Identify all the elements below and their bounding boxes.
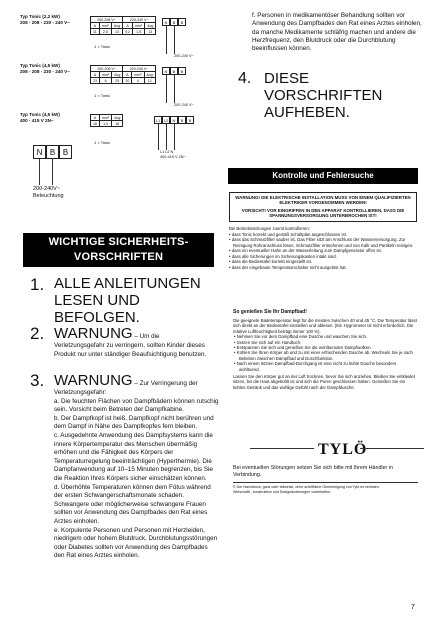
table-cell: Avg <box>112 115 123 121</box>
electrical-warning-box <box>229 192 417 222</box>
table-cell: 20 <box>123 78 132 84</box>
unit-label-line: Typ Tonic (4,5 kW) <box>20 112 60 117</box>
terminal: B <box>186 116 194 124</box>
list-item-text: Nehmen Sie vor dem Dampfbad eine Dusche und waschen Sie sich. <box>236 334 368 340</box>
terminal: B <box>46 145 59 159</box>
list-item-text: dass ein eventueller Hahn an der Wasserleitung zum Dampfgenerator offen ist. <box>231 248 382 253</box>
list-item: • dass die Bedientafel korrekt eingestellt ist. <box>229 259 312 264</box>
voltage-label: L1 L2 N <box>160 150 174 154</box>
list-item-text: dass das Schmutzfilter sauber ist. Das Filter sitzt am Anschluss der Wasserversorgung. Zur Reinigung Rohranschluss lösen, Schmutzfilter entnehmen und von Kalk und Partikeln reinigen. <box>231 237 414 248</box>
steambath-heading: So genießen Sie Ihr Dampfbad! <box>233 309 307 315</box>
unit-label <box>20 14 82 26</box>
table-cell: Avg <box>112 72 123 78</box>
table-cell: 1,5 <box>133 29 145 35</box>
list-item: • dass das Schmutzfilter sauber ist. Das Filter sitzt am Anschluss der Wasserversorgung. Zur Reinigung Rohranschluss lösen, Schmutzfilter entnehmen und von Kalk und Partikeln reinigen. <box>229 237 414 248</box>
unit-diagram-2 <box>20 63 210 108</box>
table-cell: 200-208 V~ <box>91 66 123 72</box>
list-item-text: Setzen Sie sich auf ein Handtuch. <box>236 339 302 345</box>
table-cell: A <box>91 115 100 121</box>
terminal-block <box>162 67 186 75</box>
table-cell: 11 <box>91 29 100 35</box>
lighting-voltage: 200-240V~ <box>33 186 61 192</box>
table-cell: Avg <box>145 23 156 29</box>
terminal-block <box>162 18 186 26</box>
spec-table <box>90 65 156 84</box>
wire <box>174 26 175 54</box>
table-cell: 1,5 <box>100 121 112 127</box>
voltage-label: 400-415 V 2N~ <box>160 155 186 159</box>
terminal: B <box>178 67 186 75</box>
list-item: • Kühlen Sie Ihren Körper ab und zu mit einer erfrischenden Dusche ab. Wechseln Sie je nach Belieben zwischen Dampfbad und Duschfunktion. <box>234 350 413 361</box>
divider <box>233 482 418 483</box>
wire <box>174 75 175 103</box>
sub-item: a. Die feuchten Flächen von Dampfbädern können rutschig sein. Vorsicht beim Betreten der Dampfkabine. <box>54 397 219 414</box>
caution-text: VORSICHT! VOR EINGRIFFEN IN DEN APPARAT KONTROLLIEREN, DASS DIE SPANNUNGSVERSORGUNG UNTERBROCHEN IST! <box>241 207 405 219</box>
warning-heading: WARNUNG <box>54 372 133 389</box>
sub-item: b. Der Dampfkopf ist heiß. Dampfkopf nicht berühren und dem Dampf in Nähe des Dampfkopfes fern bleiben. <box>54 414 214 431</box>
sub-item: c. Ausgedehnte Anwendung des Dampfsystems kann die innere Körpertemperatur des Menschen übermäßig erhöhen und die Fähigkeit des Körpers der Temperaturregelung beeinträchtigen (Hyperthermie). Die Dampfanwendung auf 10–15 Minuten begrenzen, bis Sie die Reaktion Ihres Körpers sicher einschätzen können. <box>54 431 213 482</box>
table-cell: mm² <box>100 72 112 78</box>
unit-label-line: Typ Tonic (4,5 kW) <box>20 63 60 68</box>
list-item: • dass ein eventueller Hahn an der Wasserleitung zum Dampfgenerator offen ist. <box>229 248 382 253</box>
table-cell: mm² <box>99 23 111 29</box>
list-item: • Setzen Sie sich auf ein Handtuch. <box>234 339 302 345</box>
table-cell: 23 <box>91 78 100 84</box>
terminal: B <box>178 116 186 124</box>
item-number: 1. <box>30 275 45 294</box>
table-cell: 12 <box>144 78 155 84</box>
terminal: N <box>162 18 170 26</box>
table-cell: A <box>123 72 132 78</box>
warning-heading: WARNUNG <box>54 325 133 342</box>
table-cell: 6 <box>100 78 112 84</box>
item-text: Verletzungsgefahr: <box>54 389 107 396</box>
terminal: B <box>59 145 72 159</box>
table-cell: mm² <box>133 23 145 29</box>
logo-rule <box>250 448 314 449</box>
copyright-line: Wirtschaftl., konstruktive und Designänderungen vorbehalten. <box>233 489 332 494</box>
sub-item: d. Überhöhte Temperaturen können dem Fötus während der ersten Schwangerschaftsmonate schaden. Schwangere oder möglicherweise schwangere Frauen sollten vor Anwendung des Dampfbades den Rat eines Arztes einholen. <box>54 483 211 525</box>
table-cell: A <box>123 23 133 29</box>
list-item: • dass Tonic korrekt und gemäß Schaltplan angeschlossen ist. <box>229 231 347 237</box>
safety-item-1: ALLE ANLEITUNGEN LESEN UND BEFOLGEN. <box>54 275 201 326</box>
item-number: 4. <box>238 70 252 87</box>
voltage-label: 200-240 V~ <box>174 54 194 58</box>
list-item-text: dass alle Sicherungen im Sicherungskasten intakt sind. <box>231 253 337 259</box>
table-cell: Avg <box>111 23 122 29</box>
table-cell: 25 <box>112 78 123 84</box>
table-cell: mm² <box>100 115 112 121</box>
spec-table <box>90 114 123 127</box>
table-cell: 16 <box>112 121 123 127</box>
wire <box>158 124 159 150</box>
list-item: • Nehmen Sie vor dem Dampfbad eine Dusche und waschen Sie sich. <box>234 334 368 340</box>
list-item-text: dass der eingebaute Temperaturschalter nicht ausgelöst hat. <box>231 264 347 270</box>
steambath-intro: Die geeignete Badetemperatur liegt für die meisten zwischen 40 und 45 °C. Die Temperatur lässt sich direkt an der Bedientafel einstellen und ablesen. (Ein Hygrometer ist nicht erforderlich. Die relative Luftfeuchtigkeit beträgt immer 100 %). <box>233 318 417 334</box>
logo-rule <box>360 448 424 449</box>
list-item-text: dass die Bedientafel korrekt eingestellt ist. <box>231 259 312 264</box>
unit-label-line: 400 - 415 V 2N~ <box>20 118 54 123</box>
steambath-outro: Lassen Sie den Körper gut an der Luft trocknen, bevor Sie sich anziehen. Bleiben Sie entkleidet sitzen, bis die Haut abgekühlt ist und sich die Poren geschlossen haben. Genießen Sie ein kühles Getränk und das wohlige Gefühl nach der Dampfdusche. <box>233 374 416 390</box>
safety-item-2 <box>54 326 219 359</box>
list-item: • Nach einem letzten Dampfbad-Durchgang ist eine nicht zu kühle Dusche besonders wohltuend. <box>234 361 397 372</box>
list-item: • Entspannen Sie sich und genießen Sie die wohltuenden Dampfwolken. <box>234 345 372 351</box>
troubleshooting-heading: Kontrolle und Fehlersuche <box>228 168 418 184</box>
item-intro: – Zur Verringerung der <box>132 380 198 387</box>
safety-banner <box>23 233 214 267</box>
table-cell: 2,5 <box>99 29 111 35</box>
wire <box>166 124 167 150</box>
item-text: DIESE VORSCHRIFTEN AUFHEBEN. <box>264 70 383 121</box>
table-cell: mm² <box>132 72 144 78</box>
wire <box>166 26 167 54</box>
terminal: B <box>170 18 178 26</box>
table-cell: 9,2 <box>123 29 133 35</box>
list-item-text: Nach einem letzten Dampfbad-Durchgang ist eine nicht zu kühle Dusche besonders wohltuend. <box>236 361 397 372</box>
spec-table <box>90 16 156 35</box>
copyright-line: © Der Nachdruck, ganz oder teilweise, ohne schriftliche Genehmigung von Tylö ist verboten. <box>233 485 380 489</box>
banner-line: VORSCHRIFTEN <box>73 251 164 263</box>
sub-item-f: f. Personen in medikamentöser Behandlung sollten vor Anwendung des Dampfbades den Rat eines Arztes einholen, da manche Medikamente schläfrig machen und andere die Herzfrequenz, den Blutdruck oder die Durchblutung beeinflussen können. <box>252 12 422 53</box>
warning-text: WARNUNG! DIE ELEKTRISCHE INSTALLATION MUSS VON EINEM QUALIFIZIERTEN ELEKTRIKER VORGENOMMEN WERDEN! <box>235 195 411 206</box>
item-number: 3. <box>30 371 45 390</box>
tonic-label: 1 = Tonic <box>94 44 111 49</box>
unit-label-line: Typ Tonic (2,2 kW) <box>20 14 60 19</box>
steambath-text <box>233 318 418 390</box>
table-cell: 13 <box>111 29 122 35</box>
wire <box>52 159 53 185</box>
wire <box>174 124 175 150</box>
table-cell: 16 <box>91 121 100 127</box>
terminal: N <box>33 145 46 159</box>
table-cell: 220-240 V~ <box>123 66 155 72</box>
copyright-note <box>233 485 418 494</box>
terminal: B <box>170 67 178 75</box>
table-cell: A <box>91 72 100 78</box>
table-cell: 4 <box>132 78 144 84</box>
list-item-text: dass Tonic korrekt und gemäß Schaltplan angeschlossen ist. <box>231 231 347 237</box>
lighting-caption: Beleuchtung <box>33 193 64 199</box>
check-intro: Bei Betriebsstörungen zuerst kontrollieren: <box>229 226 310 231</box>
terminal: L2 <box>163 117 169 123</box>
lighting-terminal-block <box>33 145 72 159</box>
list-item: • dass alle Sicherungen im Sicherungskasten intakt sind. <box>229 253 337 259</box>
unit-label <box>20 63 82 75</box>
terminal: N <box>170 116 178 124</box>
table-cell: A <box>91 23 100 29</box>
contact-note: Bei eventuellen Störungen setzen Sie sich bitte mit Ihrem Händler in Verbindung. <box>233 465 393 478</box>
terminal: L1 <box>155 117 161 123</box>
tonic-label: 1 = Tonic <box>94 93 111 98</box>
sub-item: e. Korpulente Personen und Personen mit Herzleiden, niedrigem oder hohem Blutdruck, Durchblutungsstörungen oder Diabetes sollten vor Anwendung des Dampfbades den Rat eines Arztes einholen. <box>54 526 218 560</box>
table-cell: 13 <box>145 29 156 35</box>
list-item-text: Kühlen Sie Ihren Körper ab und zu mit einer erfrischenden Dusche ab. Wechseln Sie je nach Belieben zwischen Dampfbad und Duschfunktion. <box>236 350 413 361</box>
terminal-block <box>154 116 194 124</box>
wire <box>39 159 40 185</box>
item-intro: – Um die <box>132 333 160 340</box>
list-item-text: Entspannen Sie sich und genießen Sie die wohltuenden Dampfwolken. <box>236 345 372 351</box>
unit-label-line: 208 - 208 - 230 - 240 V~ <box>20 20 70 25</box>
banner-line: WICHTIGE SICHERHEITS- <box>48 236 189 248</box>
page-number: 7 <box>411 604 415 611</box>
list-item: • dass der eingebaute Temperaturschalter nicht ausgelöst hat. <box>229 264 347 270</box>
unit-diagram-1 <box>20 14 210 59</box>
safety-item-3 <box>54 373 219 561</box>
terminal: N <box>162 67 170 75</box>
table-cell: Avg <box>144 72 155 78</box>
table-cell: 220-240 V~ <box>123 17 156 23</box>
voltage-label: 200-240 V~ <box>174 103 194 107</box>
check-list <box>229 226 419 270</box>
unit-label <box>20 112 82 124</box>
terminal: B <box>178 18 186 26</box>
unit-label-line: 208 - 208 - 230 - 240 V~ <box>20 69 70 74</box>
wire <box>166 75 167 103</box>
item-number: 2. <box>30 324 45 343</box>
tylo-logo: TYLÖ <box>318 441 368 458</box>
item-text: Verletzungsgefahr zu verringern, sollten Kinder dieses Produkt nur unter ständiger Beaufsichtigung benutzen. <box>54 342 207 358</box>
lighting-label <box>33 186 64 200</box>
tonic-label: 1 = Tonic <box>94 140 111 145</box>
table-cell: 200-208 V~ <box>91 17 123 23</box>
